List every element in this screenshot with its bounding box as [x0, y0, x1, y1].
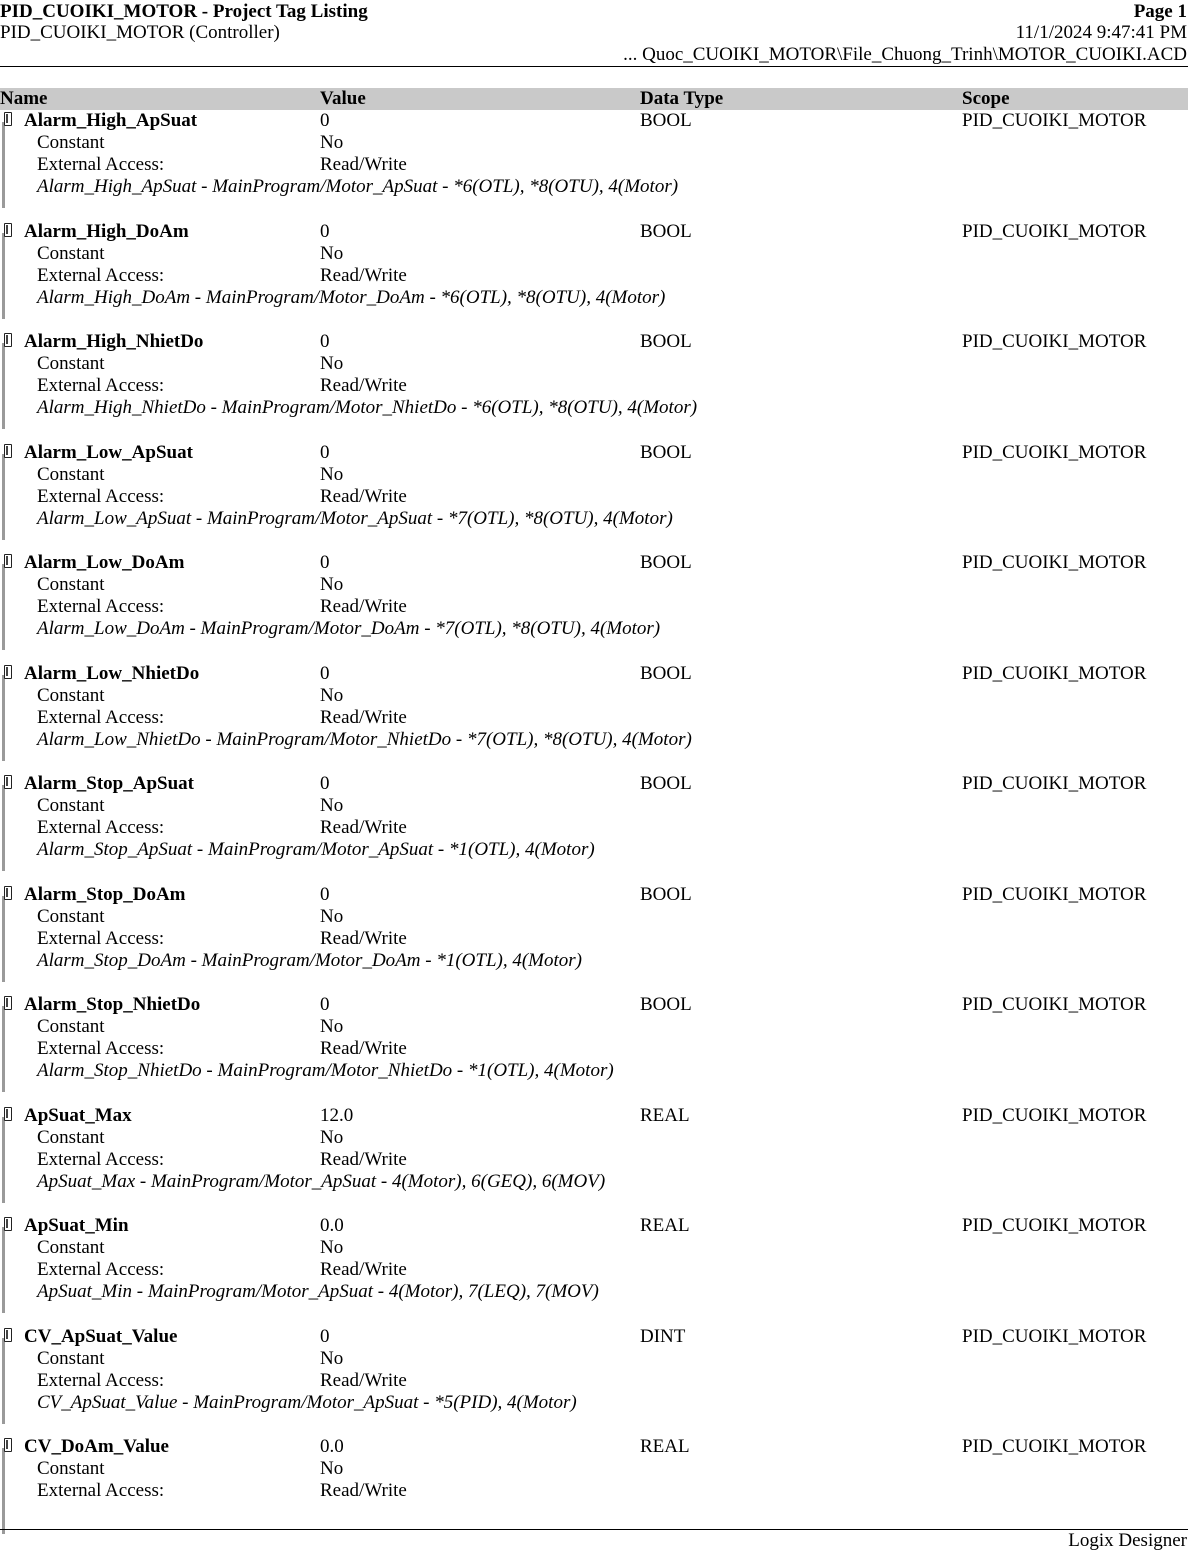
tag-data-type: REAL	[640, 1436, 690, 1457]
external-access-value: Read/Write	[320, 927, 407, 949]
tag-list	[0, 110, 1190, 1547]
tag-value: 0	[320, 994, 330, 1015]
tag-group-bar	[2, 233, 5, 319]
tag-cross-reference: Alarm_Stop_ApSuat - MainProgram/Motor_ApSuat - *1(OTL), 4(Motor)	[37, 839, 595, 860]
tag-value: 0	[320, 552, 330, 573]
tag-entry	[0, 221, 1190, 332]
tag-value: 0	[320, 441, 330, 463]
tag-icon	[4, 554, 12, 568]
external-access-label: External Access:	[37, 1480, 165, 1501]
constant-label: Constant	[37, 574, 105, 595]
page-number: Page 1	[1133, 1, 1187, 22]
external-access-label: External Access:	[37, 927, 165, 949]
external-access-label: External Access:	[37, 1259, 165, 1280]
tag-data-type: BOOL	[640, 220, 692, 242]
column-datatype-header: Data Type	[640, 88, 724, 109]
constant-label: Constant	[37, 463, 105, 485]
tag-group-bar	[2, 1006, 5, 1092]
constant-value: No	[320, 1458, 344, 1479]
external-access-value: Read/Write	[320, 1038, 407, 1059]
tag-value: 0.0	[320, 1436, 344, 1457]
tag-data-type: BOOL	[640, 441, 692, 463]
external-access-value: Read/Write	[320, 1369, 407, 1391]
tag-entry	[0, 552, 1190, 663]
constant-label: Constant	[37, 242, 105, 264]
tag-icon	[4, 333, 12, 347]
tag-data-type: BOOL	[640, 994, 692, 1015]
tag-cross-reference: CV_ApSuat_Value - MainProgram/Motor_ApSuat - *5(PID), 4(Motor)	[37, 1391, 577, 1413]
tag-value: 12.0	[320, 1104, 354, 1126]
tag-name: ApSuat_Max	[24, 1104, 132, 1126]
external-access-label: External Access:	[37, 817, 165, 838]
column-scope-header: Scope	[962, 88, 1010, 109]
tag-scope: PID_CUOIKI_MOTOR	[962, 552, 1147, 573]
tag-cross-reference: Alarm_High_NhietDo - MainProgram/Motor_NhietDo - *6(OTL), *8(OTU), 4(Motor)	[37, 397, 698, 418]
external-access-value: Read/Write	[320, 1148, 407, 1170]
tag-cross-reference: Alarm_Low_DoAm - MainProgram/Motor_DoAm - *7(OTL), *8(OTU), 4(Motor)	[37, 618, 661, 639]
tag-scope: PID_CUOIKI_MOTOR	[962, 1215, 1147, 1236]
constant-value: No	[320, 1016, 344, 1037]
header-divider	[0, 66, 1188, 67]
tag-entry	[0, 994, 1190, 1105]
tag-scope: PID_CUOIKI_MOTOR	[962, 1436, 1147, 1457]
tag-scope: PID_CUOIKI_MOTOR	[962, 441, 1147, 463]
tag-value: 0	[320, 662, 330, 684]
external-access-value: Read/Write	[320, 706, 407, 728]
constant-value: No	[320, 242, 344, 264]
tag-icon	[4, 1438, 12, 1452]
column-value-header: Value	[320, 88, 366, 109]
constant-label: Constant	[37, 132, 105, 153]
external-access-value: Read/Write	[320, 375, 407, 396]
tag-group-bar	[2, 343, 5, 429]
tag-cross-reference: Alarm_High_ApSuat - MainProgram/Motor_ApSuat - *6(OTL), *8(OTU), 4(Motor)	[37, 176, 679, 197]
tag-data-type: BOOL	[640, 883, 692, 905]
tag-name: Alarm_High_DoAm	[24, 220, 189, 242]
tag-icon	[4, 665, 12, 679]
external-access-value: Read/Write	[320, 154, 407, 175]
tag-entry	[0, 1215, 1190, 1326]
tag-name: Alarm_Stop_ApSuat	[24, 773, 194, 794]
tag-name: Alarm_Low_DoAm	[24, 552, 185, 573]
tag-value: 0	[320, 1325, 330, 1347]
tag-icon	[4, 775, 12, 789]
tag-cross-reference: Alarm_Stop_NhietDo - MainProgram/Motor_NhietDo - *1(OTL), 4(Motor)	[37, 1060, 614, 1081]
external-access-label: External Access:	[37, 706, 165, 728]
constant-value: No	[320, 795, 344, 816]
report-title: PID_CUOIKI_MOTOR - Project Tag Listing	[0, 1, 368, 22]
constant-value: No	[320, 463, 344, 485]
tag-name: CV_DoAm_Value	[24, 1436, 169, 1457]
tag-value: 0	[320, 110, 330, 131]
tag-data-type: BOOL	[640, 110, 692, 131]
tag-entry	[0, 884, 1190, 995]
tag-entry	[0, 110, 1190, 221]
external-access-label: External Access:	[37, 485, 165, 507]
tag-cross-reference: Alarm_High_DoAm - MainProgram/Motor_DoAm - *6(OTL), *8(OTU), 4(Motor)	[37, 286, 666, 308]
external-access-label: External Access:	[37, 375, 165, 396]
tag-icon	[4, 1328, 12, 1342]
tag-scope: PID_CUOIKI_MOTOR	[962, 1104, 1147, 1126]
constant-label: Constant	[37, 795, 105, 816]
constant-value: No	[320, 132, 344, 153]
tag-scope: PID_CUOIKI_MOTOR	[962, 994, 1147, 1015]
tag-scope: PID_CUOIKI_MOTOR	[962, 883, 1147, 905]
external-access-label: External Access:	[37, 1369, 165, 1391]
tag-group-bar	[2, 675, 5, 761]
tag-data-type: REAL	[640, 1215, 690, 1236]
constant-value: No	[320, 1347, 344, 1369]
constant-label: Constant	[37, 353, 105, 374]
constant-value: No	[320, 905, 344, 927]
project-file-path: ... Quoc_CUOIKI_MOTOR\File_Chuong_Trinh\MOTOR_CUOIKI.ACD	[623, 44, 1187, 65]
external-access-value: Read/Write	[320, 1480, 407, 1501]
tag-entry	[0, 442, 1190, 553]
tag-entry	[0, 663, 1190, 774]
constant-value: No	[320, 353, 344, 374]
tag-icon	[4, 112, 12, 126]
tag-entry	[0, 331, 1190, 442]
tag-group-bar	[2, 785, 5, 871]
tag-data-type: BOOL	[640, 331, 692, 352]
tag-scope: PID_CUOIKI_MOTOR	[962, 1325, 1147, 1347]
constant-label: Constant	[37, 684, 105, 706]
external-access-value: Read/Write	[320, 596, 407, 617]
footer-app-name: Logix Designer	[1068, 1530, 1187, 1551]
constant-value: No	[320, 1126, 344, 1148]
constant-label: Constant	[37, 1126, 105, 1148]
tag-cross-reference: ApSuat_Max - MainProgram/Motor_ApSuat - 4(Motor), 6(GEQ), 6(MOV)	[37, 1170, 606, 1192]
tag-icon	[4, 1217, 12, 1231]
external-access-value: Read/Write	[320, 817, 407, 838]
column-name-header: Name	[0, 88, 48, 109]
header-row-path	[0, 44, 1187, 66]
tag-value: 0	[320, 883, 330, 905]
tag-group-bar	[2, 122, 5, 208]
controller-name: PID_CUOIKI_MOTOR (Controller)	[0, 22, 280, 43]
tag-data-type: BOOL	[640, 773, 692, 794]
tag-data-type: BOOL	[640, 662, 692, 684]
header-row-title	[0, 1, 1187, 23]
tag-icon	[4, 1107, 12, 1121]
external-access-label: External Access:	[37, 154, 165, 175]
tag-value: 0	[320, 773, 330, 794]
tag-group-bar	[2, 454, 5, 540]
tag-group-bar	[2, 1448, 5, 1534]
constant-value: No	[320, 574, 344, 595]
tag-cross-reference: Alarm_Low_ApSuat - MainProgram/Motor_ApSuat - *7(OTL), *8(OTU), 4(Motor)	[37, 507, 673, 529]
tag-group-bar	[2, 1117, 5, 1203]
tag-data-type: REAL	[640, 1104, 690, 1126]
tag-name: Alarm_Low_NhietDo	[24, 662, 200, 684]
tag-value: 0	[320, 331, 330, 352]
constant-label: Constant	[37, 1016, 105, 1037]
external-access-value: Read/Write	[320, 485, 407, 507]
constant-label: Constant	[37, 1237, 105, 1258]
external-access-label: External Access:	[37, 596, 165, 617]
tag-scope: PID_CUOIKI_MOTOR	[962, 331, 1147, 352]
tag-name: CV_ApSuat_Value	[24, 1325, 178, 1347]
tag-icon	[4, 886, 12, 900]
tag-cross-reference: Alarm_Stop_DoAm - MainProgram/Motor_DoAm - *1(OTL), 4(Motor)	[37, 949, 582, 971]
tag-name: Alarm_Stop_DoAm	[24, 883, 186, 905]
tag-value: 0.0	[320, 1215, 344, 1236]
constant-value: No	[320, 1237, 344, 1258]
tag-group-bar	[2, 564, 5, 650]
tag-scope: PID_CUOIKI_MOTOR	[962, 110, 1147, 131]
tag-name: Alarm_High_NhietDo	[24, 331, 204, 352]
tag-entry	[0, 1105, 1190, 1216]
tag-group-bar	[2, 1338, 5, 1424]
tag-data-type: DINT	[640, 1325, 686, 1347]
tag-value: 0	[320, 220, 330, 242]
tag-cross-reference: ApSuat_Min - MainProgram/Motor_ApSuat - 4(Motor), 7(LEQ), 7(MOV)	[37, 1281, 599, 1302]
tag-name: Alarm_Low_ApSuat	[24, 441, 193, 463]
external-access-label: External Access:	[37, 1148, 165, 1170]
constant-label: Constant	[37, 1458, 105, 1479]
tag-name: ApSuat_Min	[24, 1215, 129, 1236]
tag-icon	[4, 223, 12, 237]
tag-group-bar	[2, 896, 5, 982]
external-access-label: External Access:	[37, 264, 165, 286]
external-access-value: Read/Write	[320, 1259, 407, 1280]
tag-group-bar	[2, 1227, 5, 1313]
tag-entry	[0, 1326, 1190, 1437]
tag-scope: PID_CUOIKI_MOTOR	[962, 773, 1147, 794]
constant-label: Constant	[37, 1347, 105, 1369]
tag-scope: PID_CUOIKI_MOTOR	[962, 220, 1147, 242]
header-row-controller	[0, 22, 1187, 44]
tag-name: Alarm_Stop_NhietDo	[24, 994, 201, 1015]
footer-divider	[0, 1529, 1188, 1530]
tag-scope: PID_CUOIKI_MOTOR	[962, 662, 1147, 684]
report-datetime: 11/1/2024 9:47:41 PM	[1015, 22, 1187, 43]
tag-icon	[4, 996, 12, 1010]
tag-data-type: BOOL	[640, 552, 692, 573]
external-access-value: Read/Write	[320, 264, 407, 286]
tag-entry	[0, 773, 1190, 884]
column-header-bar	[0, 88, 1188, 110]
tag-cross-reference: Alarm_Low_NhietDo - MainProgram/Motor_NhietDo - *7(OTL), *8(OTU), 4(Motor)	[37, 728, 692, 750]
constant-value: No	[320, 684, 344, 706]
constant-label: Constant	[37, 905, 105, 927]
external-access-label: External Access:	[37, 1038, 165, 1059]
tag-icon	[4, 444, 12, 458]
tag-name: Alarm_High_ApSuat	[24, 110, 198, 131]
